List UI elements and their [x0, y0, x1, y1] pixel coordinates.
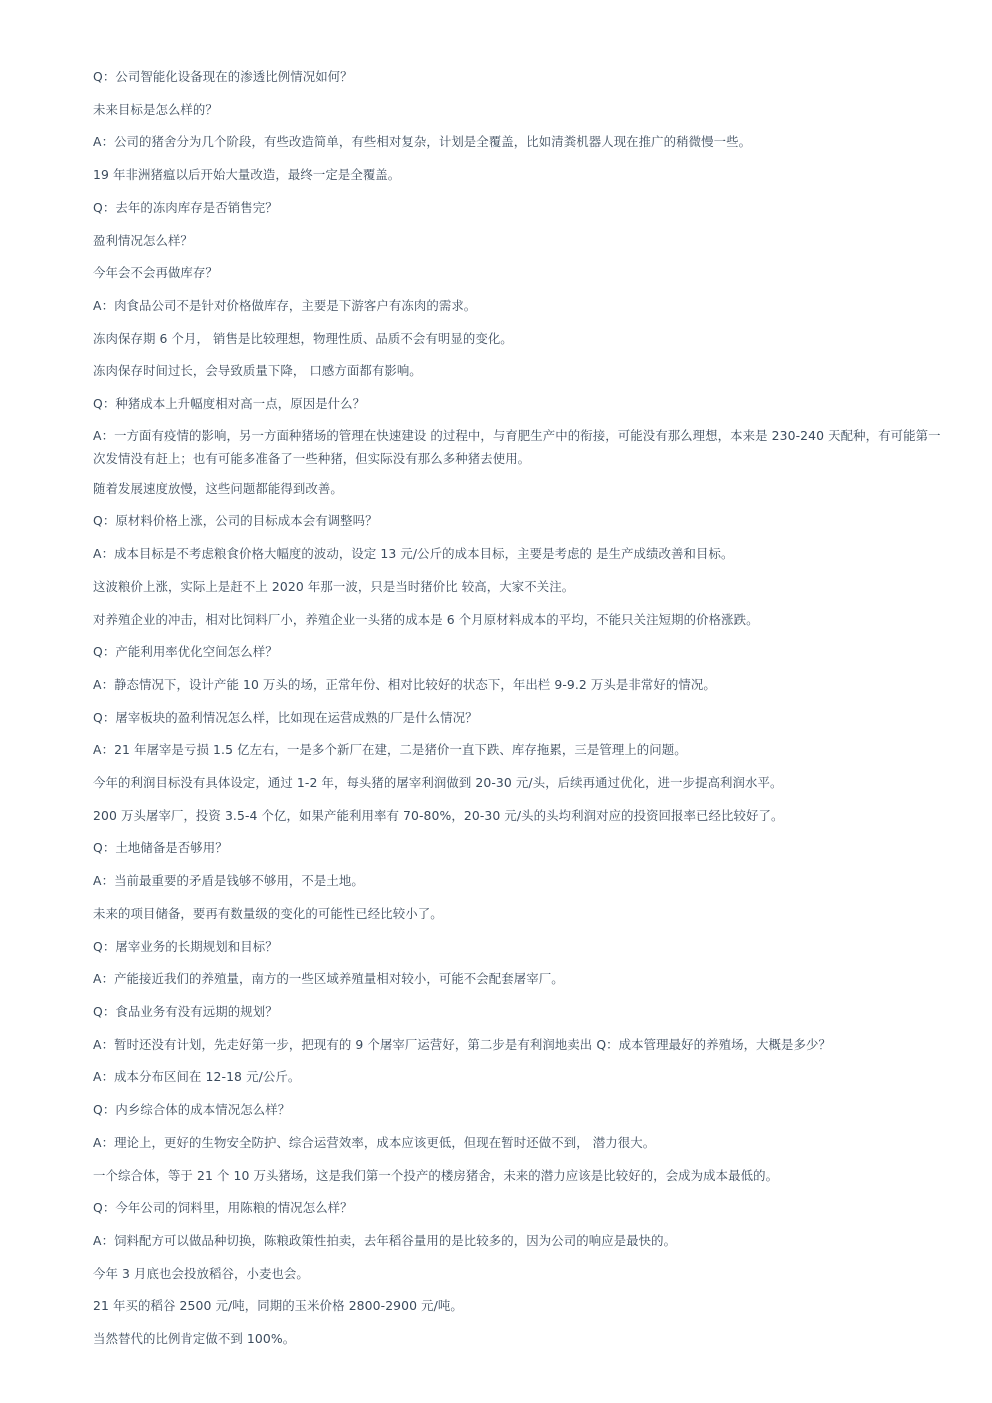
paragraph-answer: A：当前最重要的矛盾是钱够不够用，不是土地。 — [93, 873, 364, 889]
paragraph-answer: A：成本分布区间在 12-18 元/公斤。 — [93, 1069, 301, 1085]
paragraph-answer: A：暂时还没有计划，先走好第一步，把现有的 9 个屠宰厂运营好，第二步是有利润地卖出 Q：成本管理最好的养殖场，大概是多少？ — [93, 1036, 832, 1052]
paragraph-question: Q：种猪成本上升幅度相对高一点，原因是什么？ — [93, 396, 366, 412]
paragraph-answer: A：饲料配方可以做品种切换，陈粮政策性拍卖，去年稻谷量用的是比较多的，因为公司的响应是最快的。 — [93, 1232, 677, 1248]
paragraph-answer: A：肉食品公司不是针对价格做库存，主要是下游客户有冻肉的需求。 — [93, 297, 477, 313]
paragraph: 未来的项目储备，要再有数量级的变化的可能性已经比较小了。 — [93, 905, 443, 921]
paragraph-question: Q：屠宰业务的长期规划和目标？ — [93, 938, 278, 954]
paragraph: 冻肉保存时间过长，会导致质量下降， 口感方面都有影响。 — [93, 363, 422, 379]
paragraph: 一个综合体，等于 21 个 10 万头猪场，这是我们第一个投产的楼房猪舍，未来的潜力应该是比较好的，会成为成本最低的。 — [93, 1167, 779, 1183]
paragraph: 盈利情况怎么样？ — [93, 232, 193, 248]
paragraph: 当然替代的比例肯定做不到 100%。 — [93, 1331, 296, 1347]
paragraph: 未来目标是怎么样的？ — [93, 101, 218, 117]
paragraph-answer: A：理论上，更好的生物安全防护、综合运营效率，成本应该更低，但现在暂时还做不到， 潜力很大。 — [93, 1134, 656, 1150]
paragraph-question: Q：产能利用率优化空间怎么样？ — [93, 644, 278, 660]
paragraph-question: Q：公司智能化设备现在的渗透比例情况如何？ — [93, 69, 353, 84]
paragraph-question: Q：去年的冻肉库存是否销售完？ — [93, 199, 278, 215]
paragraph-question: Q：食品业务有没有远期的规划？ — [93, 1003, 278, 1019]
paragraph: 今年 3 月底也会投放稻谷，小麦也会。 — [93, 1265, 309, 1281]
paragraph: 这波粮价上涨，实际上是赶不上 2020 年那一波，只是当时猪价比 较高，大家不关注。 — [93, 578, 575, 594]
paragraph: 今年会不会再做库存？ — [93, 265, 218, 281]
paragraph: 冻肉保存期 6 个月， 销售是比较理想，物理性质、品质不会有明显的变化。 — [93, 330, 513, 346]
paragraph-question: Q：屠宰板块的盈利情况怎么样，比如现在运营成熟的厂是什么情况？ — [93, 709, 478, 725]
paragraph-answer: A：成本目标是不考虑粮食价格大幅度的波动，设定 13 元/公斤的成本目标，主要是考虑的 是生产成绩改善和目标。 — [93, 546, 734, 562]
paragraph: 对养殖企业的冲击，相对比饲料厂小，养殖企业一头猪的成本是 6 个月原材料成本的平均，不能只关注短期的价格涨跌。 — [93, 611, 759, 627]
paragraph-question: Q：土地储备是否够用？ — [93, 840, 228, 856]
paragraph-answer: A：公司的猪舍分为几个阶段，有些改造简单，有些相对复杂，计划是全覆盖，比如清粪机器人现在推广的稍微慢一些。 — [93, 134, 752, 150]
paragraph-answer: A：静态情况下，设计产能 10 万头的场，正常年份、相对比较好的状态下，年出栏 9-9.2 万头是非常好的情况。 — [93, 676, 716, 692]
paragraph-question: Q：今年公司的饲料里，用陈粮的情况怎么样？ — [93, 1200, 353, 1216]
paragraph-answer: A：产能接近我们的养殖量，南方的一些区域养殖量相对较小，可能不会配套屠宰厂。 — [93, 971, 564, 987]
paragraph-answer: A：一方面有疫情的影响，另一方面种猪场的管理在快速建设 的过程中，与育肥生产中的衔接，可能没有那么理想，本来是 230-240 天配种，有可能第一次发情没有赶上；也有可能多准备了一些种猪，但实际没有那么多种猪去使用。 — [93, 427, 941, 466]
paragraph: 今年的利润目标没有具体设定，通过 1-2 年，每头猪的屠宰利润做到 20-30 元/头，后续再通过优化，进一步提高利润水平。 — [93, 775, 783, 791]
paragraph-question: Q：原材料价格上涨，公司的目标成本会有调整吗？ — [93, 513, 378, 529]
document-page — [93, 68, 948, 1363]
paragraph: 19 年非洲猪瘟以后开始大量改造，最终一定是全覆盖。 — [93, 167, 401, 183]
paragraph-answer: A：21 年屠宰是亏损 1.5 亿左右，一是多个新厂在建，二是猪价一直下跌、库存拖累，三是管理上的问题。 — [93, 742, 687, 758]
paragraph-question: Q：内乡综合体的成本情况怎么样？ — [93, 1102, 291, 1118]
paragraph: 200 万头屠宰厂，投资 3.5-4 个亿，如果产能利用率有 70-80%，20-30 元/头的头均利润对应的投资回报率已经比较好了。 — [93, 807, 784, 823]
paragraph: 随着发展速度放慢，这些问题都能得到改善。 — [93, 480, 343, 496]
paragraph: 21 年买的稻谷 2500 元/吨，同期的玉米价格 2800-2900 元/吨。 — [93, 1298, 463, 1314]
